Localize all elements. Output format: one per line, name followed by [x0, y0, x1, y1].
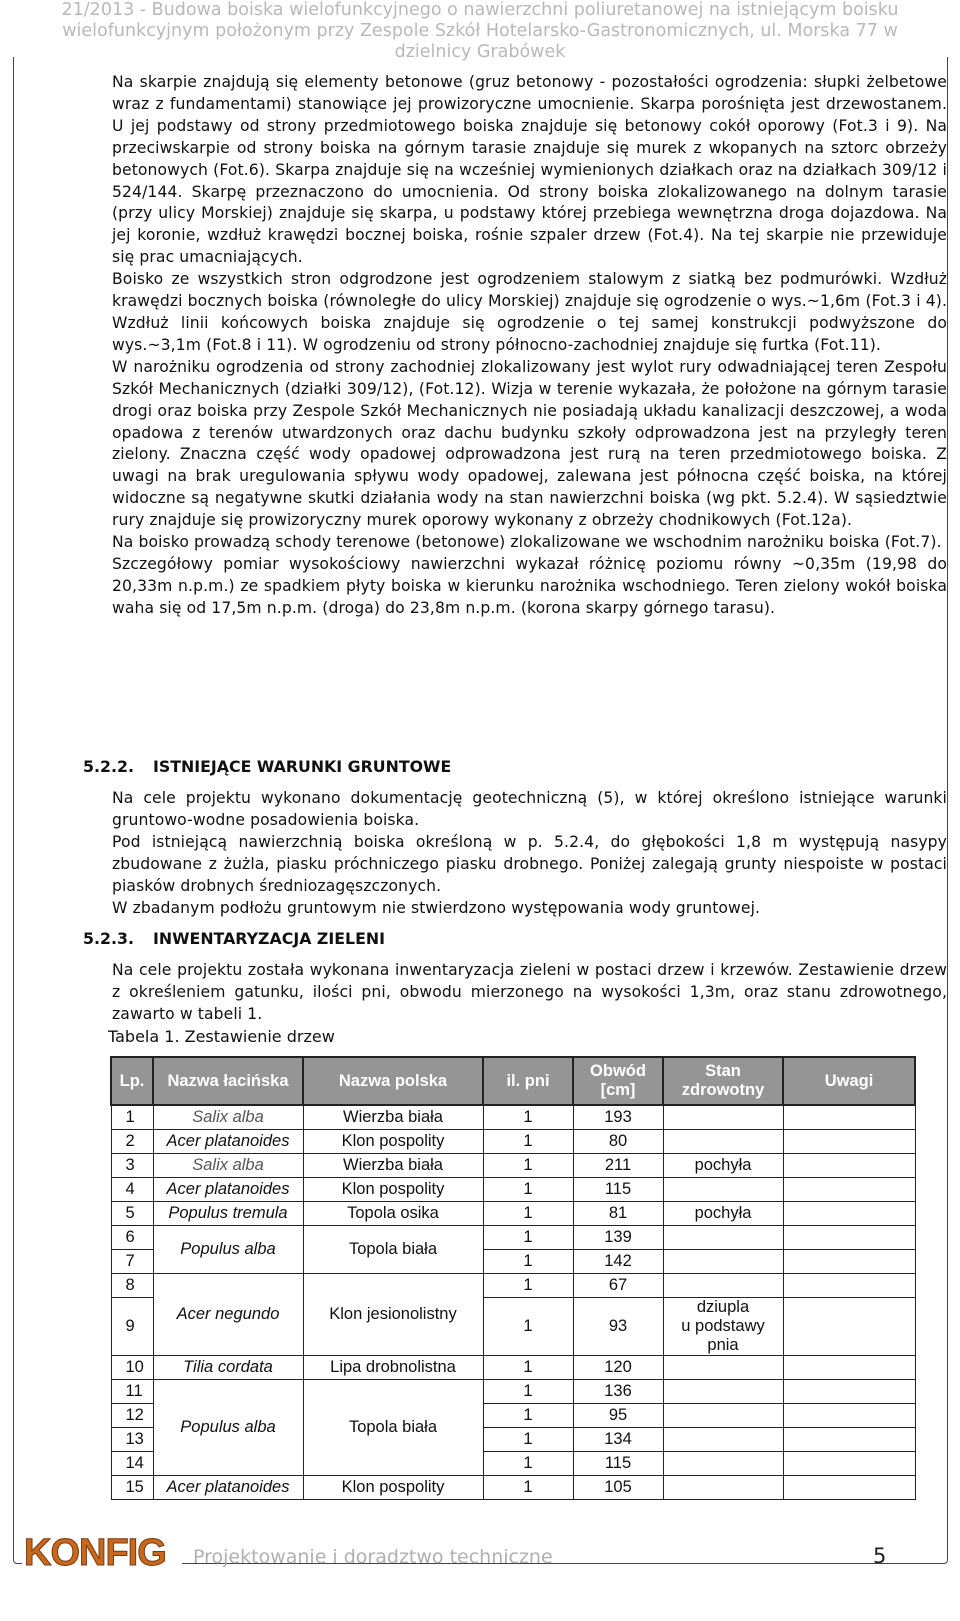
table-row — [111, 1202, 915, 1226]
table-row — [111, 1226, 915, 1250]
table-cell — [783, 1476, 915, 1500]
table-cell: 10 — [111, 1356, 153, 1380]
table-cell — [783, 1202, 915, 1226]
section-title: ISTNIEJĄCE WARUNKI GRUNTOWE — [153, 757, 452, 776]
table-cell: Acer platanoides — [153, 1130, 303, 1154]
table-cell: Salix alba — [153, 1154, 303, 1178]
paragraph-stairs: Na boisko prowadzą schody terenowe (betonowe) zlokalizowane we wschodnim narożniku boiska (Fot.7). — [112, 533, 942, 552]
table-cell: Topola biała — [303, 1380, 483, 1476]
table-cell: Klon pospolity — [303, 1476, 483, 1500]
footer-tagline: Projektowanie i doradztwo techniczne — [193, 1546, 553, 1568]
table-cell: 120 — [573, 1356, 663, 1380]
table-cell: Acer platanoides — [153, 1178, 303, 1202]
table-cell: 1 — [483, 1130, 573, 1154]
site-description-section — [112, 72, 947, 620]
table-cell — [663, 1404, 783, 1428]
table-cell: pochyła — [663, 1154, 783, 1178]
table-cell — [663, 1380, 783, 1404]
table-cell: 8 — [111, 1274, 153, 1298]
table-cell: Klon pospolity — [303, 1130, 483, 1154]
paragraph-greenery: Na cele projektu została wykonana inwentaryzacja zieleni w postaci drzew i krzewów. Zestawienie drzew z określeniem gatunku, ilości pni, obwodu mierzonego na wysokości 1,3m, oraz stanu zdrowotnego, zawarto w tabeli 1. — [112, 961, 947, 1023]
konfig-logo — [22, 1531, 182, 1571]
table-cell: 115 — [573, 1178, 663, 1202]
table-row — [111, 1105, 915, 1130]
table-cell: Topola biała — [303, 1226, 483, 1274]
table-cell — [663, 1226, 783, 1250]
section-number: 5.2.2. — [83, 757, 134, 776]
paragraph-soil-1: Na cele projektu wykonano dokumentację geotechniczną (5), w której określono istniejące warunki gruntowo-wodne posadowienia boiska. — [112, 789, 947, 829]
table-cell: Populus alba — [153, 1226, 303, 1274]
table-cell: Klon jesionolistny — [303, 1274, 483, 1356]
table-cell — [783, 1274, 915, 1298]
table-row — [111, 1380, 915, 1404]
table-cell — [783, 1154, 915, 1178]
table-row — [111, 1178, 915, 1202]
table-cell: 1 — [483, 1428, 573, 1452]
table-cell: 11 — [111, 1380, 153, 1404]
table-cell — [663, 1105, 783, 1130]
table-cell: 1 — [483, 1202, 573, 1226]
table-caption: Tabela 1. Zestawienie drzew — [108, 1027, 335, 1046]
table-cell — [663, 1274, 783, 1298]
table-cell: 1 — [483, 1250, 573, 1274]
trees-table — [110, 1056, 916, 1500]
table-cell: 1 — [483, 1178, 573, 1202]
paragraph-levels: Szczegółowy pomiar wysokościowy nawierzchni wykazał różnicę poziomu równy ~0,35m (19,98 do 20,33m n.p.m.) ze spadkiem płyty boiska w kierunku narożnika wschodniego. Teren zielony wokół boiska waha się od 17,5m n.p.m. (droga) do 23,8m n.p.m. (korona skarpy górnego tarasu). — [112, 554, 947, 617]
table-cell: 136 — [573, 1380, 663, 1404]
document-header — [0, 0, 960, 62]
paragraph-fence: Boisko ze wszystkich stron odgrodzone jest ogrodzeniem stalowym z siatką bez podmurówki. Wzdłuż krawędzi bocznych boiska (równoległe do ulicy Morskiej) znajduje się ogrodzenie o wys.~1,6m (Fot.3 i 4). Wzdłuż linii końcowych boiska znajduje się ogrodzenie o tej samej konstrukcji podwyższone do wys.~3,1m (Fot.8 i 11). W ogrodzeniu od strony północno-zachodniej znajduje się furtka (Fot.11). — [112, 270, 947, 354]
table-cell: 67 — [573, 1274, 663, 1298]
table-cell: 142 — [573, 1250, 663, 1274]
table-row — [111, 1274, 915, 1298]
header-title: 21/2013 - Budowa boiska wielofunkcyjnego o nawierzchni poliuretanowej na istniejącym boisku wielofunkcyjnym położonym przy Zespole Szkół Hotelarsko-Gastronomicznych, ul. Morska 77 w dzielnicy Grabówek — [61, 0, 899, 62]
table-cell: Populus tremula — [153, 1202, 303, 1226]
table-cell: 14 — [111, 1452, 153, 1476]
table-cell: dziupla u podstawy pnia — [663, 1298, 783, 1356]
header-circumference: Obwód [cm] — [573, 1057, 663, 1105]
table-cell: 6 — [111, 1226, 153, 1250]
table-cell: 134 — [573, 1428, 663, 1452]
table-cell — [783, 1178, 915, 1202]
table-cell: 12 — [111, 1404, 153, 1428]
table-cell: Lipa drobnolistna — [303, 1356, 483, 1380]
table-cell: Tilia cordata — [153, 1356, 303, 1380]
logo-text: KONFIG — [24, 1532, 166, 1571]
table-cell: 1 — [483, 1356, 573, 1380]
table-cell: pochyła — [663, 1202, 783, 1226]
section-heading-greenery — [83, 929, 385, 948]
header-polish-name: Nazwa polska — [303, 1057, 483, 1105]
table-cell: Topola osika — [303, 1202, 483, 1226]
table-header-row — [111, 1057, 915, 1105]
table-cell: Klon pospolity — [303, 1178, 483, 1202]
table-cell: Salix alba — [153, 1105, 303, 1130]
table-cell: 15 — [111, 1476, 153, 1500]
table-cell: 2 — [111, 1130, 153, 1154]
table-cell: 1 — [483, 1226, 573, 1250]
table-cell: 1 — [483, 1404, 573, 1428]
table-cell: 115 — [573, 1452, 663, 1476]
table-cell — [783, 1452, 915, 1476]
table-cell: Wierzba biała — [303, 1105, 483, 1130]
table-cell — [783, 1250, 915, 1274]
greenery-section-body — [112, 960, 947, 1026]
table-row — [111, 1476, 915, 1500]
table-cell: Acer platanoides — [153, 1476, 303, 1500]
table-cell: 5 — [111, 1202, 153, 1226]
table-cell: 81 — [573, 1202, 663, 1226]
table-cell: Acer negundo — [153, 1274, 303, 1356]
table-cell: 4 — [111, 1178, 153, 1202]
page-number: 5 — [873, 1544, 887, 1568]
table-cell — [783, 1428, 915, 1452]
soil-section-body — [112, 788, 947, 919]
table-cell — [783, 1130, 915, 1154]
table-cell: 193 — [573, 1105, 663, 1130]
table-row — [111, 1130, 915, 1154]
table-cell: 1 — [111, 1105, 153, 1130]
header-latin-name: Nazwa łacińska — [153, 1057, 303, 1105]
section-heading-soil — [83, 757, 451, 776]
table-cell: 3 — [111, 1154, 153, 1178]
table-cell: 9 — [111, 1298, 153, 1356]
table-cell: 13 — [111, 1428, 153, 1452]
table-cell — [783, 1298, 915, 1356]
table-cell: 1 — [483, 1298, 573, 1356]
table-cell: 1 — [483, 1452, 573, 1476]
table-cell — [663, 1428, 783, 1452]
table-cell — [783, 1404, 915, 1428]
table-cell — [663, 1452, 783, 1476]
table-cell: Wierzba biała — [303, 1154, 483, 1178]
paragraph-drainage: W narożniku ogrodzenia od strony zachodniej zlokalizowany jest wylot rury odwadniającej teren Zespołu Szkół Mechanicznych (działki 309/12), (Fot.12). Wizja w terenie wykazała, że położone na górnym tarasie drogi oraz boiska przy Zespole Szkół Mechanicznych nie posiadają układu kanalizacji deszczowej, a woda opadowa z terenów utwardzonych oraz dachu budynku szkoły odprowadzona jest na przyległy teren zielony. Znaczna część wody opadowej odprowadzona jest rurą na teren przedmiotowego boiska. Z uwagi na brak uregulowania spływu wody opadowej, zalewana jest północna część boiska, na której widoczne są negatywne skutki działania wody na stan nawierzchni boiska (wg pkt. 5.2.4). W sąsiedztwie rury znajduje się prowizoryczny murek oporowy wykonany z obrzeży chodnikowych (Fot.12a). — [112, 357, 947, 530]
table-cell: 7 — [111, 1250, 153, 1274]
table-cell — [663, 1130, 783, 1154]
paragraph-soil-3: W zbadanym podłożu gruntowym nie stwierdzono występowania wody gruntowej. — [112, 898, 761, 917]
table-cell — [663, 1178, 783, 1202]
table-cell: 1 — [483, 1380, 573, 1404]
table-cell — [783, 1356, 915, 1380]
table-row — [111, 1356, 915, 1380]
header-trunks: il. pni — [483, 1057, 573, 1105]
table-cell: 139 — [573, 1226, 663, 1250]
paragraph-slope: Na skarpie znajdują się elementy betonowe (gruz betonowy - pozostałości ogrodzenia: słupki żelbetowe wraz z fundamentami) stanowiące jej prowizoryczne umocnienie. Skarpa porośnięta jest drzewostanem. U jej podstawy od strony przedmiotowego boiska znajduje się betonowy cokół oporowy (Fot.3 i 9). Na przeciwskarpie od strony boiska na górnym tarasie znajduje się murek z wkopanych na sztorc obrzeży betonowych (Fot.6). Skarpa znajduje się na wcześniej wymienionych działkach oraz na działkach 309/12 i 524/144. Skarpę przeznaczono do umocnienia. Od strony boiska zlokalizowanego na dolnym tarasie (przy ulicy Morskiej) znajduje się skarpa, u podstawy której przebiega wewnętrzna droga dojazdowa. Na jej koronie, wzdłuż krawędzi bocznej boiska, rośnie szpaler drzew (Fot.4). Na tej skarpie nie przewiduje się prac umacniających. — [112, 73, 947, 267]
table-cell: 1 — [483, 1476, 573, 1500]
section-title: INWENTARYZACJA ZIELENI — [153, 929, 386, 948]
header-notes: Uwagi — [783, 1057, 915, 1105]
table-cell: 105 — [573, 1476, 663, 1500]
section-number: 5.2.3. — [83, 929, 134, 948]
table-cell: Populus alba — [153, 1380, 303, 1476]
table-cell: 211 — [573, 1154, 663, 1178]
table-cell: 93 — [573, 1298, 663, 1356]
table-row — [111, 1154, 915, 1178]
table-cell — [783, 1226, 915, 1250]
paragraph-soil-2: Pod istniejącą nawierzchnią boiska określoną w p. 5.2.4, do głębokości 1,8 m występują nasypy zbudowane z żużla, piasku próchniczego piasku drobnego. Poniżej zalegają grunty niespoiste w postaci piasków drobnych średniozagęszczonych. — [112, 832, 947, 895]
table-cell — [783, 1105, 915, 1130]
header-lp: Lp. — [111, 1057, 153, 1105]
table-cell — [663, 1250, 783, 1274]
table-cell: 95 — [573, 1404, 663, 1428]
table-cell — [783, 1380, 915, 1404]
table-cell: 80 — [573, 1130, 663, 1154]
table-cell: 1 — [483, 1154, 573, 1178]
table-cell: 1 — [483, 1274, 573, 1298]
table-cell — [663, 1356, 783, 1380]
table-cell: 1 — [483, 1105, 573, 1130]
header-health: Stan zdrowotny — [663, 1057, 783, 1105]
table-cell — [663, 1476, 783, 1500]
